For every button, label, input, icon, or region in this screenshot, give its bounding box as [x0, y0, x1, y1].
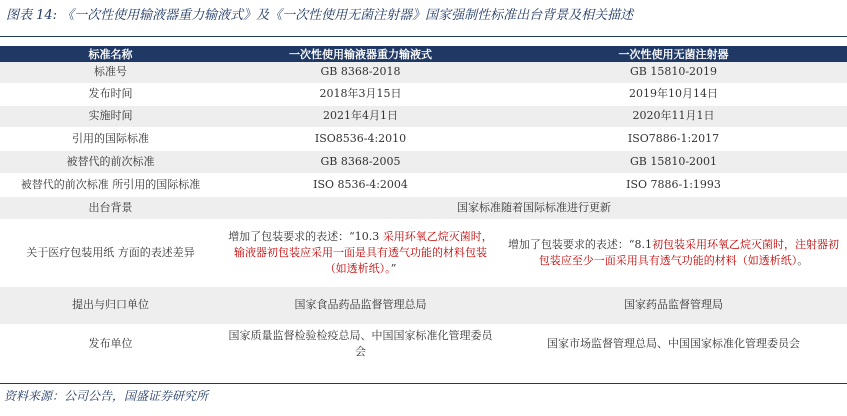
- table-row: [0, 83, 847, 105]
- infusion-cell: 国家质量监督检验检疫总局、中国国家标准化管理委员会: [221, 324, 500, 364]
- row-label: 被替代的前次标准 所引用的国际标准: [0, 173, 221, 196]
- row-label: 提出与归口单位: [0, 286, 221, 324]
- infusion-diff-cell: [221, 219, 500, 286]
- row-label: 发布单位: [0, 324, 221, 364]
- row-label: 发布时间: [0, 83, 221, 105]
- header-syringe: 一次性使用无菌注射器: [500, 46, 847, 62]
- syringe-cell: 国家药品监督管理局: [500, 286, 847, 324]
- syringe-cell: 2019年10月14日: [500, 83, 847, 105]
- row-label: 出台背景: [0, 196, 221, 219]
- infusion-cell: ISO8536-4:2010: [221, 127, 500, 150]
- syringe-cell: ISO7886-1:2017: [500, 127, 847, 150]
- row-label: 标准号: [0, 62, 221, 83]
- infusion-cell: 2021年4月1日: [221, 105, 500, 127]
- table-row: [0, 286, 847, 324]
- caption-rule: [0, 36, 847, 37]
- diff-prefix: 增加了包装要求的表述：“10.3: [228, 229, 383, 243]
- syringe-cell: 2020年11月1日: [500, 105, 847, 127]
- table-row: [0, 196, 847, 219]
- table-row: [0, 173, 847, 196]
- row-label: 实施时间: [0, 105, 221, 127]
- infusion-cell: 国家食品药品监督管理总局: [221, 286, 500, 324]
- figure-caption: 图表 14: 《一次性使用输液器重力输液式》及《一次性使用无菌注射器》国家强制性标准出台背景及相关描述: [6, 8, 634, 23]
- row-label: 关于医疗包装用纸 方面的表述差异: [0, 219, 221, 286]
- syringe-cell: GB 15810-2019: [500, 62, 847, 83]
- table-row: [0, 127, 847, 150]
- diff-prefix: 增加了包装要求的表述：“8.1: [507, 237, 653, 251]
- table-row: [0, 219, 847, 286]
- infusion-cell: ISO 8536-4:2004: [221, 173, 500, 196]
- header-infusion-set: 一次性使用输液器重力输液式: [221, 46, 500, 62]
- header-standard-name: 标准名称: [0, 46, 221, 62]
- syringe-cell: ISO 7886-1:1993: [500, 173, 847, 196]
- diff-suffix: ”: [390, 261, 397, 275]
- diff-highlight: 采用环氧乙烷灭菌时，输液器初包装应采用一面是具有透气功能的材料包装（如透析纸）。: [234, 229, 493, 275]
- standards-table: [0, 46, 847, 365]
- infusion-cell: 2018年3月15日: [221, 83, 500, 105]
- footer-rule: [0, 383, 847, 384]
- syringe-diff-cell: [500, 219, 847, 286]
- table-row: [0, 105, 847, 127]
- source-note: 资料来源：公司公告，国盛证券研究所: [4, 389, 209, 403]
- syringe-cell: GB 15810-2001: [500, 150, 847, 173]
- table-row: [0, 62, 847, 83]
- table-row: [0, 150, 847, 173]
- table-row: [0, 324, 847, 364]
- syringe-cell: 国家市场监督管理总局、中国国家标准化管理委员会: [500, 324, 847, 364]
- diff-highlight: 初包装采用环氧乙烷灭菌时，注射器初包装应至少一面采用具有透气功能的材料（如透析纸）: [538, 237, 840, 267]
- background-cell: 国家标准随着国际标准进行更新: [221, 196, 847, 219]
- diff-suffix: 。: [797, 253, 809, 267]
- infusion-cell: GB 8368-2018: [221, 62, 500, 83]
- row-label: 引用的国际标准: [0, 127, 221, 150]
- table-header-row: [0, 46, 847, 62]
- row-label: 被替代的前次标准: [0, 150, 221, 173]
- infusion-cell: GB 8368-2005: [221, 150, 500, 173]
